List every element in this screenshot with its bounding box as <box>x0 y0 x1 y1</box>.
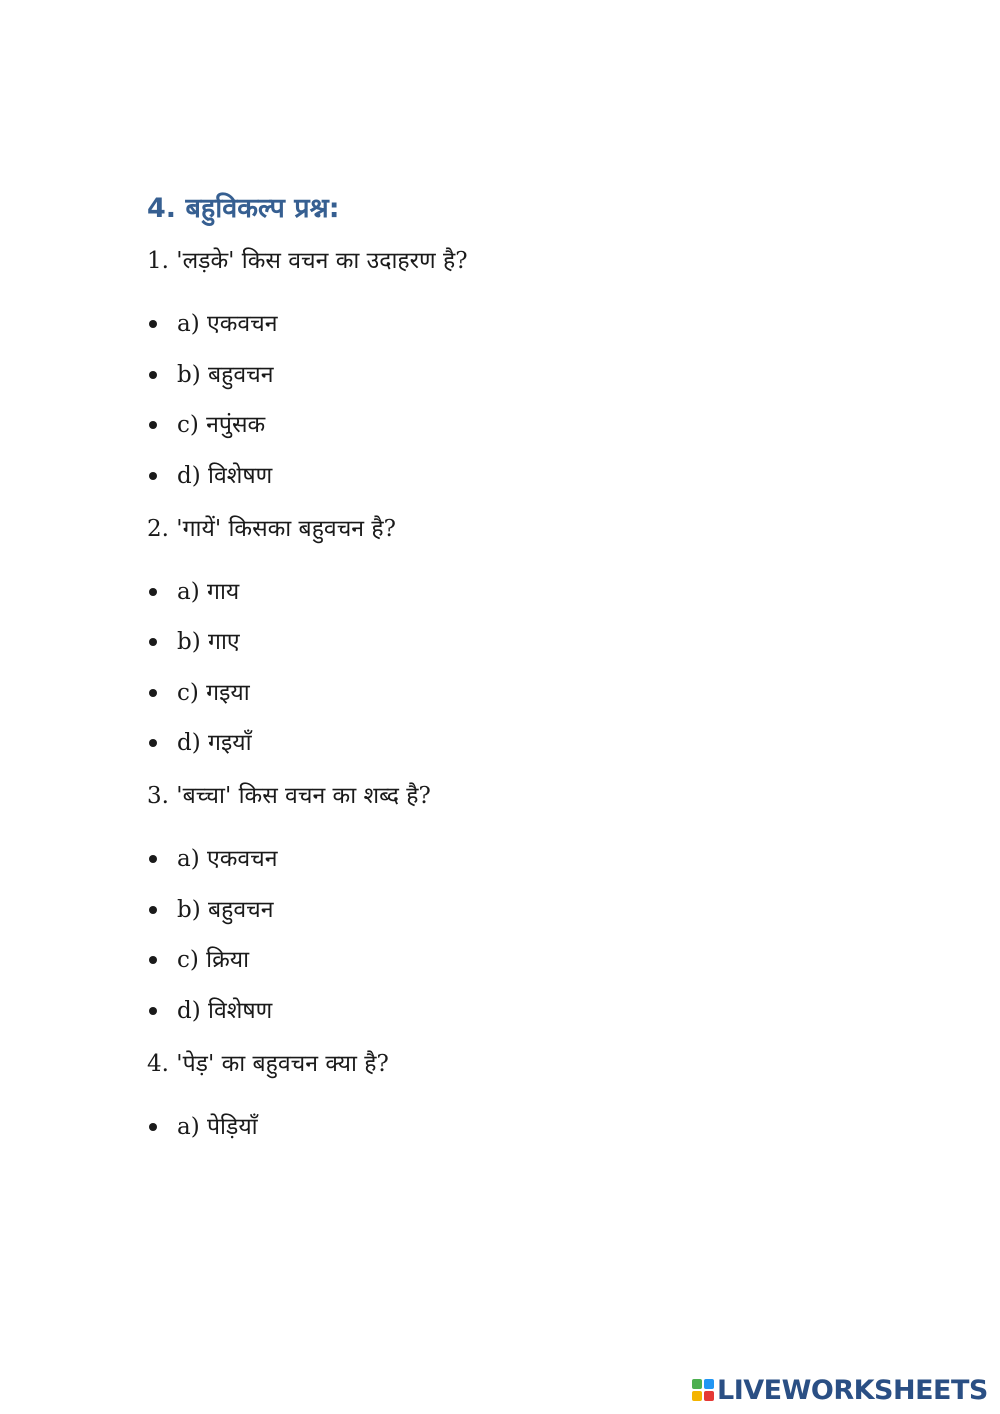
bullet-icon <box>149 689 157 697</box>
options-list <box>147 306 927 494</box>
option-label: c) क्रिया <box>177 947 250 973</box>
bullet-icon <box>149 472 157 480</box>
option-item <box>147 624 927 660</box>
option-item <box>147 306 927 342</box>
option-label: b) बहुवचन <box>177 361 274 388</box>
option-item <box>147 993 927 1029</box>
question-block-4 <box>147 1046 927 1145</box>
question-block-2 <box>147 511 927 762</box>
bullet-icon <box>149 739 157 747</box>
option-label: a) गाय <box>177 578 240 605</box>
logo-mark-icon <box>692 1379 714 1401</box>
question-block-3 <box>147 778 927 1029</box>
option-label: b) गाए <box>177 629 240 655</box>
bullet-icon <box>149 906 157 914</box>
option-label: a) पेड़ियाँ <box>177 1113 258 1140</box>
question-text: 4. 'पेड़' का बहुवचन क्या है? <box>147 1050 389 1077</box>
bullet-icon <box>149 421 157 429</box>
question-block-1 <box>147 243 927 494</box>
option-label: a) एकवचन <box>177 846 278 872</box>
bullet-icon <box>149 1007 157 1015</box>
logo-square-l <box>692 1379 702 1389</box>
option-item <box>147 841 927 877</box>
option-label: a) एकवचन <box>177 311 278 337</box>
liveworksheets-logo <box>692 1372 988 1408</box>
option-label: d) विशेषण <box>177 997 273 1024</box>
option-item <box>147 892 927 928</box>
logo-square-i <box>704 1379 714 1389</box>
section-title: 4. बहुविकल्प प्रश्न: <box>147 193 340 224</box>
option-item <box>147 407 927 443</box>
bullet-icon <box>149 371 157 379</box>
bullet-icon <box>149 956 157 964</box>
question-text: 3. 'बच्चा' किस वचन का शब्द है? <box>147 783 431 809</box>
question-text: 2. 'गायें' किसका बहुवचन है? <box>147 515 396 542</box>
option-item <box>147 1109 927 1145</box>
option-label: d) गइयाँ <box>177 730 252 756</box>
option-label: c) गइया <box>177 679 250 706</box>
option-item <box>147 574 927 610</box>
bullet-icon <box>149 855 157 863</box>
option-item <box>147 675 927 711</box>
options-list <box>147 1109 927 1145</box>
option-item <box>147 458 927 494</box>
options-list <box>147 841 927 1029</box>
logo-text: LIVEWORKSHEETS <box>717 1374 988 1406</box>
options-list <box>147 574 927 762</box>
bullet-icon <box>149 588 157 596</box>
option-label: b) बहुवचन <box>177 896 274 923</box>
question-text: 1. 'लड़के' किस वचन का उदाहरण है? <box>147 248 468 274</box>
option-label: d) विशेषण <box>177 462 273 489</box>
logo-square-e <box>704 1391 714 1401</box>
bullet-icon <box>149 638 157 646</box>
option-label: c) नपुंसक <box>177 412 266 438</box>
bullet-icon <box>149 320 157 328</box>
logo-square-v <box>692 1391 702 1401</box>
worksheet-content <box>147 188 927 1159</box>
bullet-icon <box>149 1123 157 1131</box>
option-item <box>147 725 927 761</box>
option-item <box>147 942 927 978</box>
option-item <box>147 357 927 393</box>
